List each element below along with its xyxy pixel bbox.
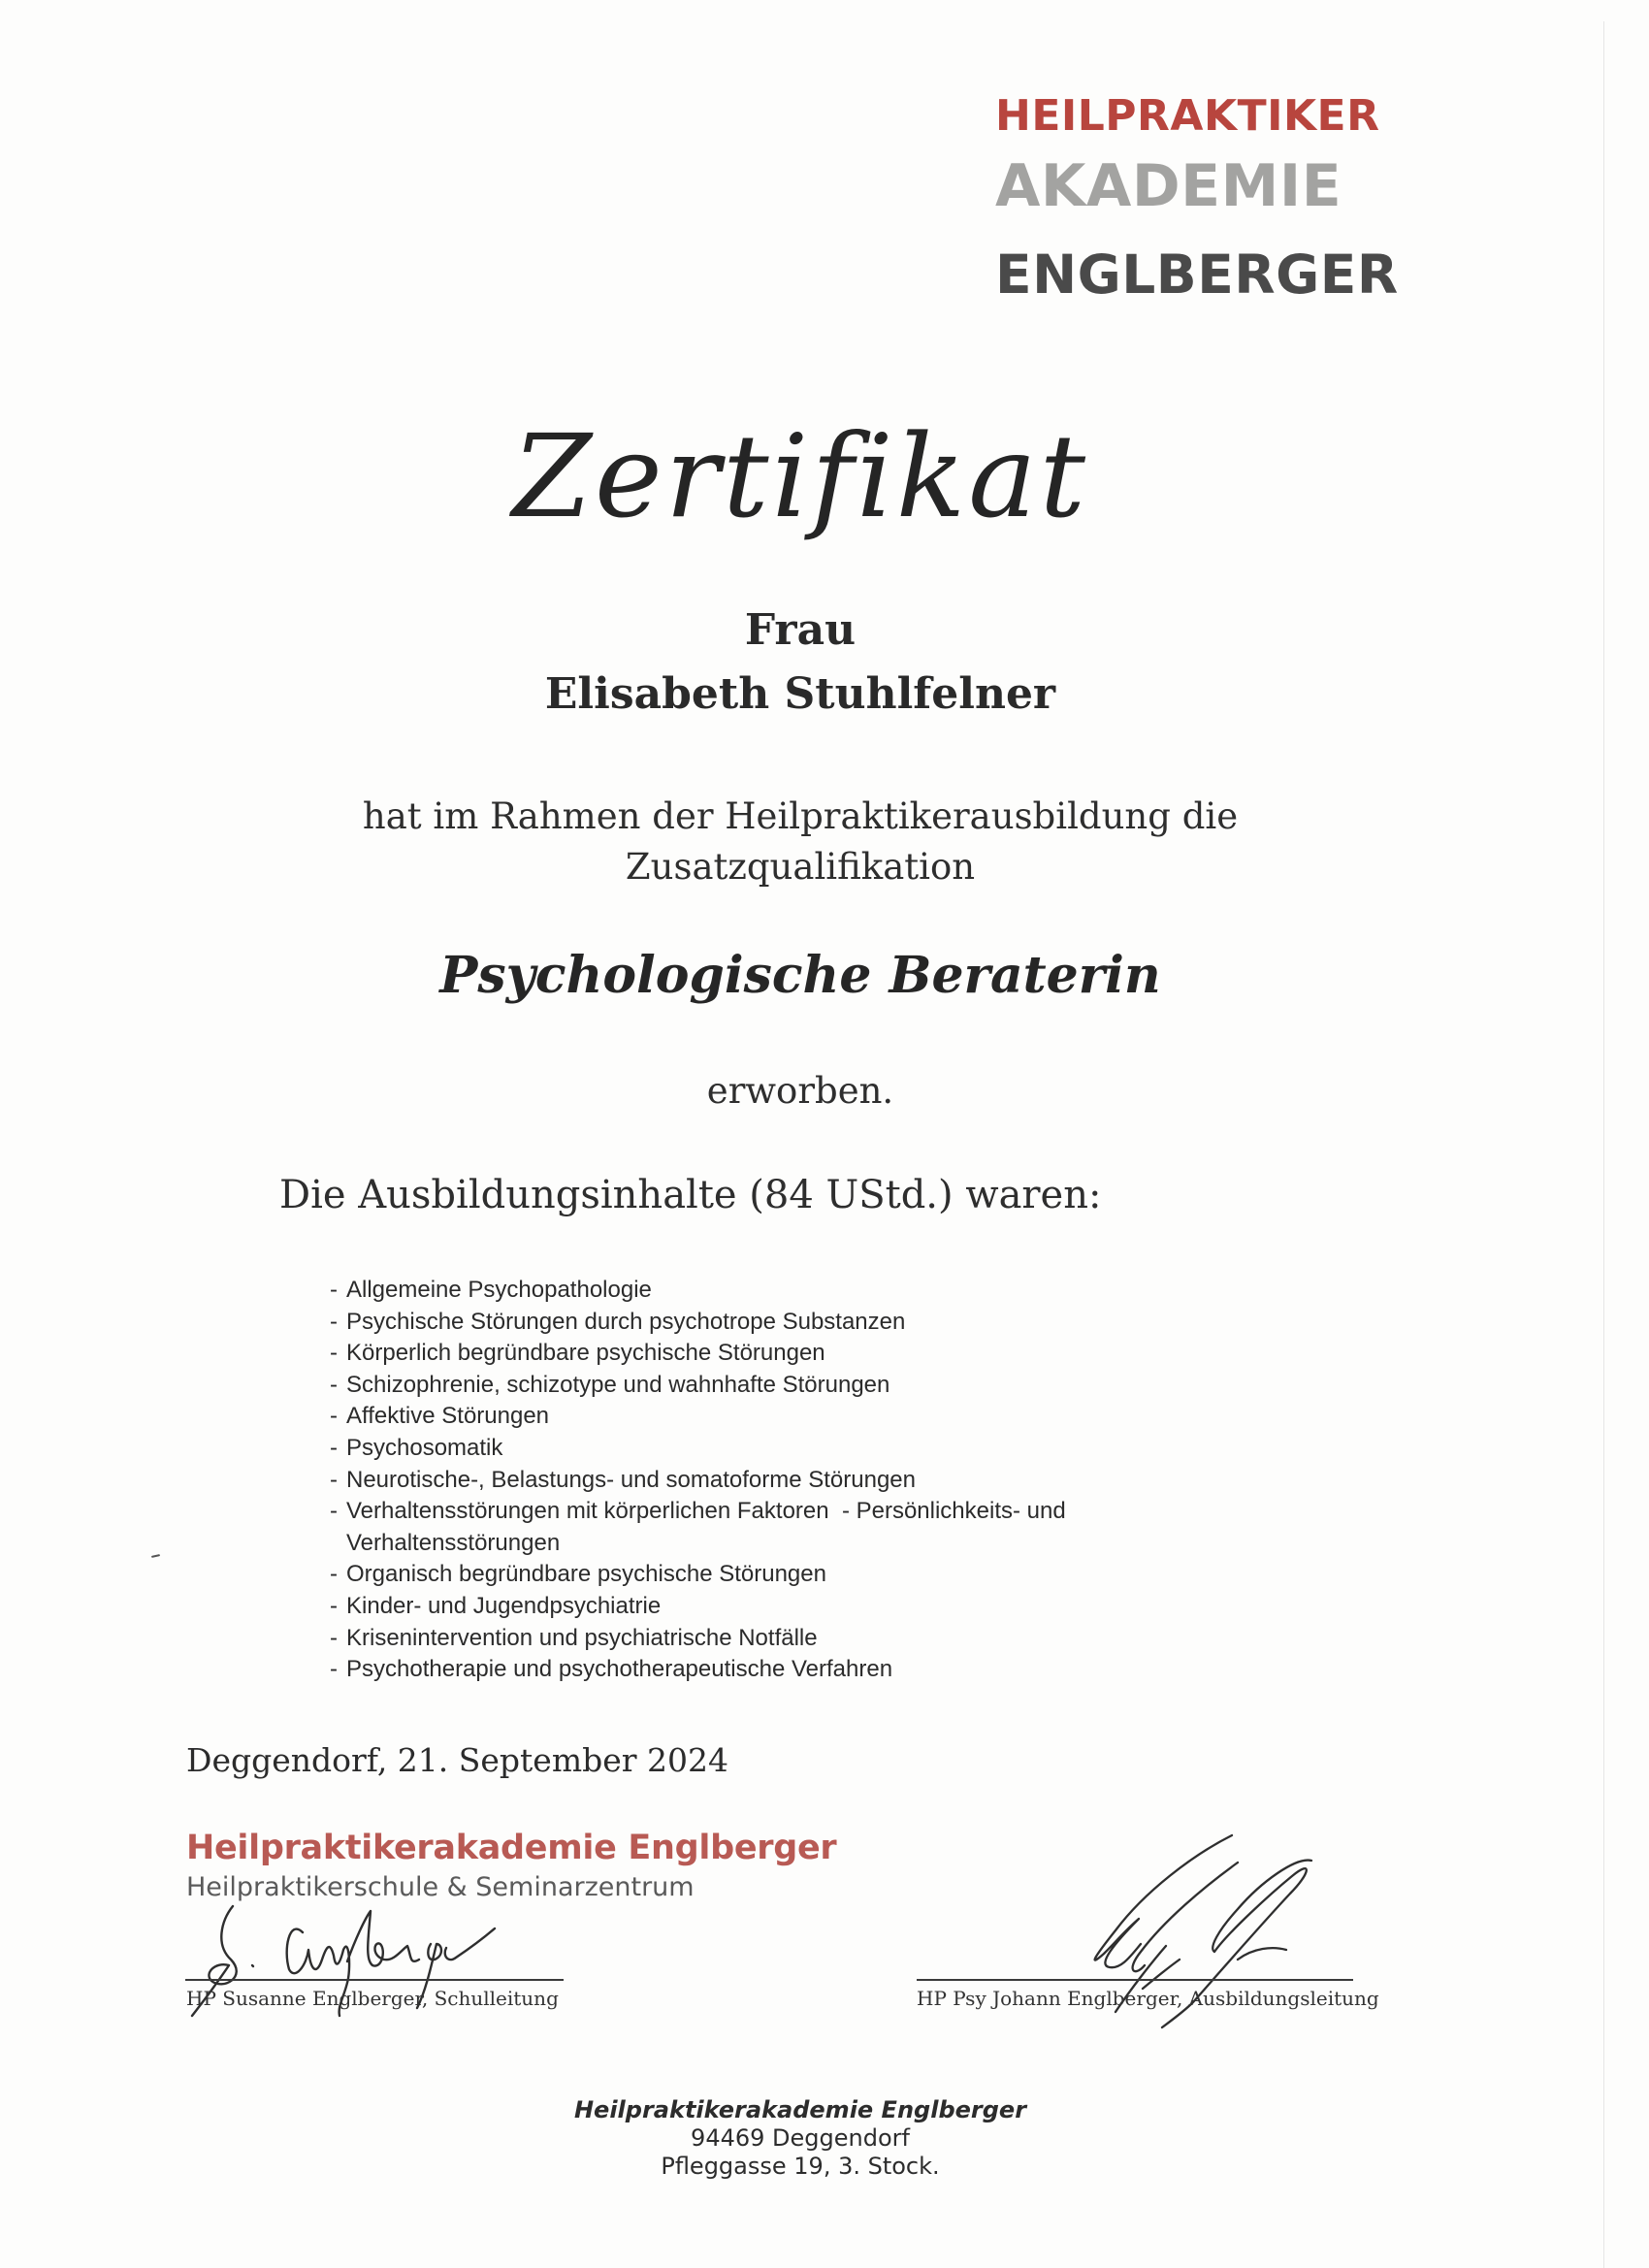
topic-text: Psychische Störungen durch psychotrope Substanzen — [346, 1308, 906, 1335]
qualification-title: Psychologische Beraterin — [439, 946, 1161, 1005]
topic-text: Schizophrenie, schizotype und wahnhafte Störungen — [346, 1371, 890, 1398]
bullet-dash: - — [330, 1624, 338, 1651]
bullet-dash: - — [330, 1498, 338, 1525]
acquired-text: erworben. — [706, 1070, 894, 1112]
intro-line-2: Zusatzqualifikation — [625, 846, 976, 888]
list-item — [330, 1623, 1300, 1655]
bullet-dash: - — [330, 1308, 338, 1335]
logo-line-2: AKADEMIE — [995, 152, 1342, 220]
footer-name: Heilpraktikerakademie Englberger — [573, 2096, 1027, 2123]
topic-text: Psychotherapie und psychotherapeutische Verfahren — [346, 1656, 893, 1683]
topic-text: Allgemeine Psychopathologie — [346, 1277, 652, 1303]
scan-speck — [151, 1554, 160, 1558]
topic-text: Affektive Störungen — [346, 1403, 550, 1430]
intro-text — [0, 792, 1600, 892]
logo-line-1: HEILPRAKTIKER — [995, 91, 1380, 141]
list-item — [330, 1307, 1300, 1339]
topic-text-continuation: Verhaltensstörungen — [346, 1529, 561, 1556]
topic-text: Kinder- und Jugendpsychiatrie — [346, 1592, 662, 1619]
place-and-date: Deggendorf, 21. September 2024 — [186, 1741, 729, 1779]
bullet-dash: - — [330, 1340, 338, 1367]
list-item — [330, 1401, 1300, 1433]
bullet-dash: - — [330, 1466, 338, 1493]
list-item — [330, 1338, 1300, 1370]
list-item — [330, 1275, 1300, 1307]
contents-heading: Die Ausbildungsinhalte (84 UStd.) waren: — [279, 1173, 1102, 1217]
list-item — [330, 1654, 1300, 1686]
topic-text: Neurotische-, Belastungs- und somatoforme Störungen — [346, 1466, 916, 1493]
footer-street: Pfleggasse 19, 3. Stock. — [661, 2153, 940, 2180]
signature-label-right: HP Psy Johann Englberger, Ausbildungsleitung — [917, 1987, 1379, 2010]
topic-text: Psychosomatik — [346, 1434, 503, 1461]
topic-text: Körperlich begründbare psychische Störungen — [346, 1340, 825, 1367]
list-item — [330, 1433, 1300, 1465]
bullet-dash: - — [330, 1592, 338, 1619]
intro-line-1: hat im Rahmen der Heilpraktikerausbildung die — [362, 795, 1239, 837]
logo-line-3: ENGLBERGER — [995, 243, 1399, 306]
list-item — [330, 1591, 1300, 1623]
bullet-dash: - — [330, 1561, 338, 1588]
salutation: Frau — [744, 605, 857, 655]
bullet-dash: - — [330, 1434, 338, 1461]
scan-edge-line — [1603, 21, 1604, 2268]
list-item — [330, 1370, 1300, 1402]
topic-text: Verhaltensstörungen mit körperlichen Faktoren - Persönlichkeits- und — [346, 1498, 1066, 1525]
bullet-dash: - — [330, 1371, 338, 1398]
issuer-name: Heilpraktikerakademie Englberger — [186, 1829, 837, 1867]
signature-label-left: HP Susanne Englberger, Schulleitung — [186, 1987, 559, 2010]
topic-text: Organisch begründbare psychische Störungen — [346, 1561, 826, 1588]
footer-city: 94469 Deggendorf — [691, 2124, 910, 2152]
certificate-title: Zertifikat — [511, 409, 1089, 543]
academy-logo — [995, 91, 1403, 307]
list-item — [330, 1496, 1300, 1559]
signature-line-right — [917, 1979, 1353, 1981]
training-topics-list — [330, 1275, 1300, 1686]
bullet-dash: - — [330, 1277, 338, 1303]
topic-text: Krisenintervention und psychiatrische Notfälle — [346, 1624, 818, 1651]
bullet-dash: - — [330, 1403, 338, 1430]
list-item — [330, 1559, 1300, 1591]
recipient-name: Elisabeth Stuhlfelner — [544, 669, 1056, 719]
list-item — [330, 1465, 1300, 1497]
signature-line-left — [185, 1979, 564, 1981]
issuer-subtitle: Heilpraktikerschule & Seminarzentrum — [186, 1872, 695, 1902]
bullet-dash: - — [330, 1656, 338, 1683]
